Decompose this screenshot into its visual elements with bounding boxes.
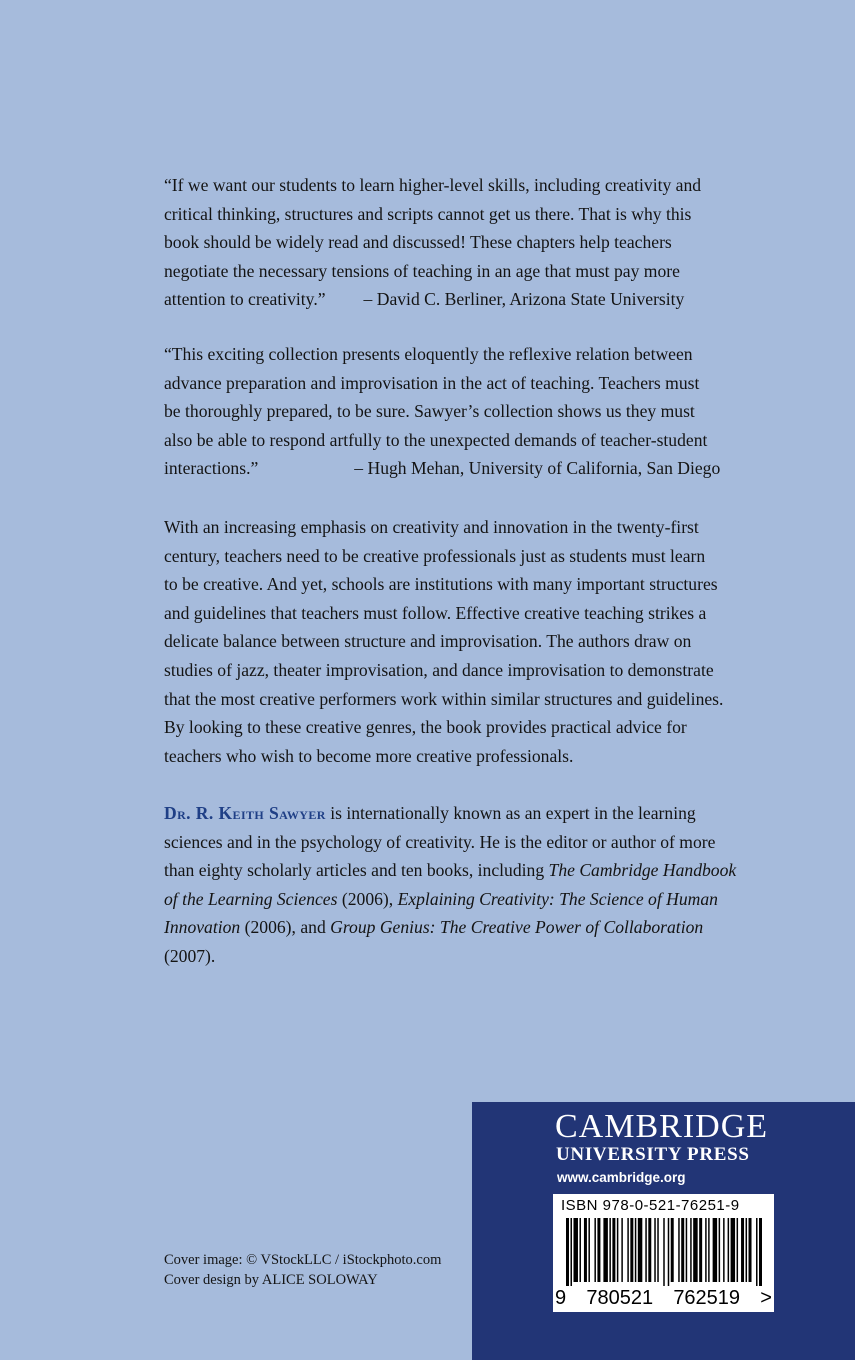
quote-line: book should be widely read and discussed! These chapters help teachers xyxy=(164,232,672,253)
quote-line: be thoroughly prepared, to be sure. Sawyer’s collection shows us they must xyxy=(164,401,695,422)
description-line: studies of jazz, theater improvisation, and dance improvisation to demonstrate xyxy=(164,659,714,680)
quote-line: advance preparation and improvisation in the act of teaching. Teachers must xyxy=(164,372,700,393)
quote-final-row xyxy=(164,454,784,483)
description-line: delicate balance between structure and improvisation. The authors draw on xyxy=(164,631,692,652)
mehan-quote xyxy=(164,340,784,483)
barcode-number xyxy=(555,1286,772,1310)
author-name: Dr. R. Keith Sawyer xyxy=(164,803,326,823)
book-title: Group Genius: The Creative Power of Collaboration xyxy=(330,917,704,938)
cover-image-credit: Cover image: © VStockLLC / iStockphoto.com xyxy=(164,1252,442,1268)
quote-attribution: – David C. Berliner, Arizona State University xyxy=(363,289,685,310)
bio-line xyxy=(164,913,784,942)
bio-text: (2006), xyxy=(337,888,398,909)
bio-line: sciences and in the psychology of creativity. He is the editor or author of more xyxy=(164,831,716,852)
book-description xyxy=(164,513,784,770)
isbn-label: ISBN 978-0-521-76251-9 xyxy=(561,1197,740,1214)
publisher-url: www.cambridge.org xyxy=(557,1170,686,1185)
description-line: to be creative. And yet, schools are institutions with many important structures xyxy=(164,574,718,595)
bio-line xyxy=(164,856,784,885)
description-line: and guidelines that teachers must follow. Effective creative teaching strikes a xyxy=(164,602,707,623)
book-title: Innovation xyxy=(164,917,241,938)
book-title: The Cambridge Handbook xyxy=(548,860,737,881)
quote-line: interactions.” xyxy=(164,458,259,479)
quote-line: critical thinking, structures and scripts cannot get us there. That is why this xyxy=(164,203,692,224)
bio-line: (2007). xyxy=(164,945,216,966)
isbn-barcode xyxy=(553,1194,774,1312)
author-bio xyxy=(164,799,784,971)
berliner-quote xyxy=(164,171,784,314)
book-title: of the Learning Sciences xyxy=(164,888,338,909)
quote-attribution: – Hugh Mehan, University of California, San Diego xyxy=(354,458,721,479)
barcode-bars-icon xyxy=(566,1218,762,1286)
barcode-digit-group: 9 xyxy=(555,1287,567,1309)
barcode-digit-group: > xyxy=(760,1287,772,1309)
quote-line: “This exciting collection presents eloquently the reflexive relation between xyxy=(164,344,693,364)
quote-line: negotiate the necessary tensions of teaching in an age that must pay more xyxy=(164,260,680,281)
bio-text: than eighty scholarly articles and ten books, including xyxy=(164,860,549,881)
barcode-digit-group: 762519 xyxy=(673,1287,741,1309)
description-line: With an increasing emphasis on creativity and innovation in the twenty-first xyxy=(164,517,699,537)
publisher-logo: CAMBRIDGE xyxy=(555,1108,769,1145)
quote-line: attention to creativity.” xyxy=(164,289,326,310)
publisher-press: UNIVERSITY PRESS xyxy=(556,1144,750,1165)
quote-line: also be able to respond artfully to the unexpected demands of teacher-student xyxy=(164,429,708,450)
bio-text: (2006), and xyxy=(240,917,331,938)
bio-text: is internationally known as an expert in the learning xyxy=(325,803,696,823)
description-line: By looking to these creative genres, the book provides practical advice for xyxy=(164,717,687,738)
publisher-panel xyxy=(472,1102,855,1360)
description-line: century, teachers need to be creative professionals just as students must learn xyxy=(164,545,706,566)
description-line: that the most creative performers work within similar structures and guidelines. xyxy=(164,688,724,709)
book-title: Explaining Creativity: The Science of Human xyxy=(397,888,718,909)
cover-credits xyxy=(164,1250,441,1290)
quote-final-row xyxy=(164,285,784,314)
barcode-digit-group: 780521 xyxy=(586,1287,654,1309)
bio-line xyxy=(164,885,784,914)
bio-line xyxy=(164,799,784,828)
quote-line: “If we want our students to learn higher-level skills, including creativity and xyxy=(164,175,702,195)
cover-design-credit: Cover design by ALICE SOLOWAY xyxy=(164,1272,378,1288)
description-line: teachers who wish to become more creative professionals. xyxy=(164,745,574,766)
